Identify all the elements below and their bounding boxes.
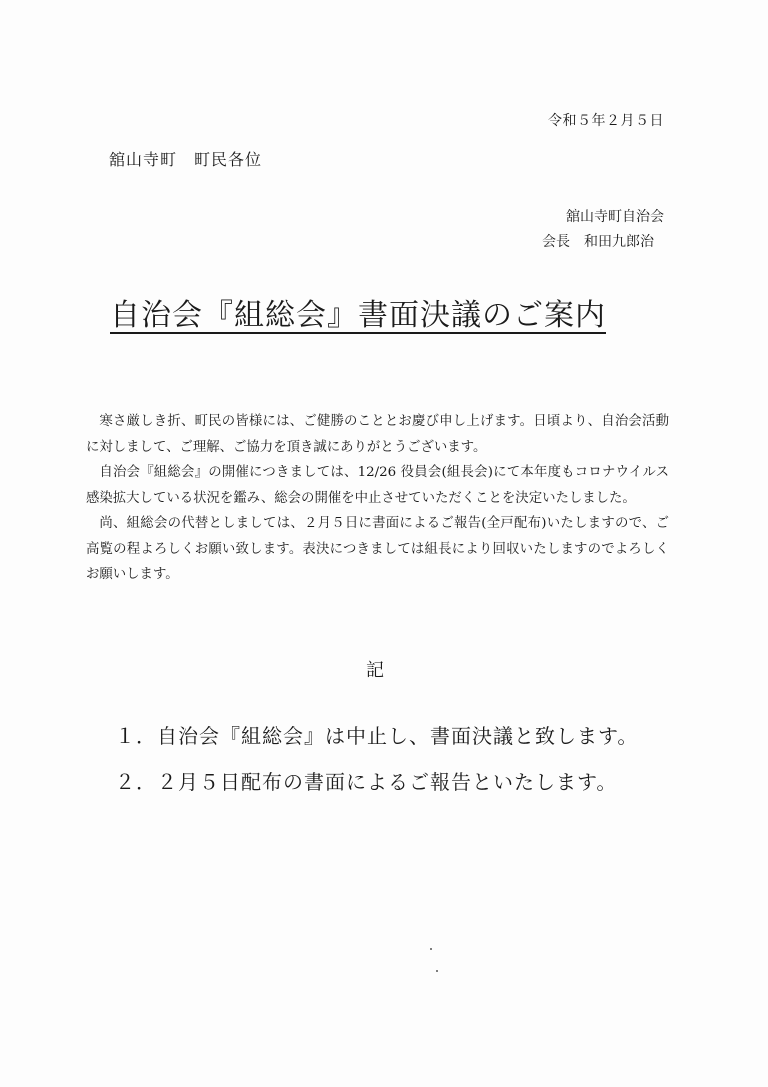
scan-speck: [436, 970, 438, 972]
list-item-2: ２．２月５日配布の書面によるご報告といたします。: [115, 770, 618, 794]
sender-block: [542, 205, 664, 255]
ki-heading: 記: [366, 660, 384, 681]
sender-organization: 舘山寺町自治会: [566, 209, 664, 225]
document-body: [86, 409, 669, 588]
sender-name: 会長 和田九郎治: [542, 234, 654, 250]
list-item-1: １．自治会『組総会』は中止し、書面決議と致します。: [115, 724, 639, 748]
recipient: 舘山寺町 町民各位: [109, 150, 263, 169]
document-title: [110, 290, 650, 334]
body-paragraph-1: 寒さ厳しき折、町民の皆様には、ご健勝のこととお慶び申し上げます。日頃より、自治会活動に対しまして、ご理解、ご協力を頂き誠にありがとうございます。: [86, 414, 669, 455]
body-paragraph-2: 自治会『組総会』の開催につきましては、12/26 役員会(組長会)にて本年度もコロナウイルス感染拡大している状況を鑑み、総会の開催を中止させていただくことを決定いたしました。: [86, 465, 669, 506]
document-title-text: 自治会『組総会』書面決議のご案内: [110, 298, 606, 333]
document-date: 令和５年２月５日: [548, 113, 664, 129]
scan-speck: [430, 948, 432, 950]
item-list: [115, 720, 675, 812]
body-paragraph-3: 尚、組総会の代替としましては、２月５日に書面によるご報告(全戸配布)いたしますので、ご高覧の程よろしくお願い致します。表決につきましては組長により回収いたしますのでよろしくお願いします。: [86, 516, 669, 582]
